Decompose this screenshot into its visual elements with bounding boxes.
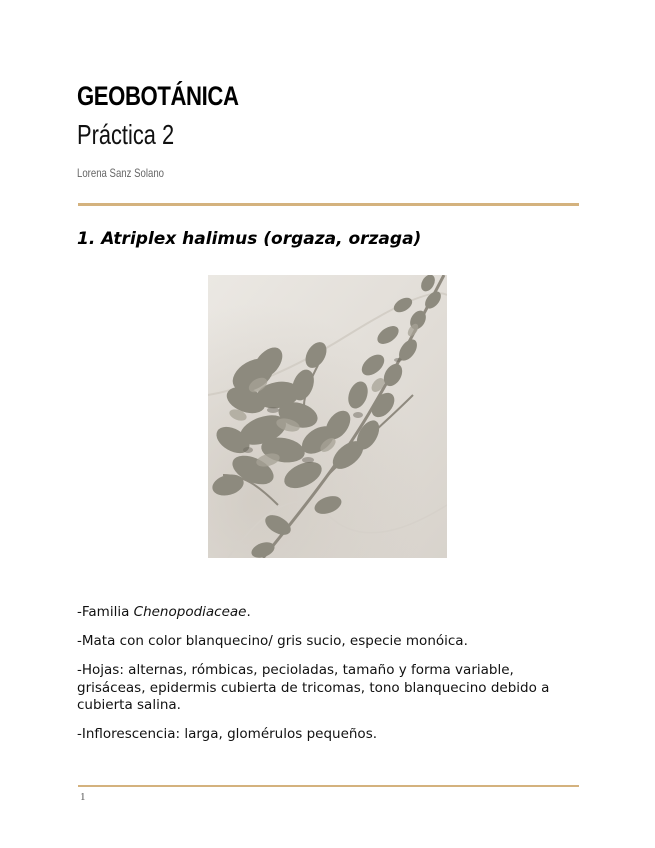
footer-divider — [78, 785, 579, 787]
specimen-photo — [208, 275, 447, 558]
family-prefix: -Familia — [77, 604, 134, 620]
inflorescence-paragraph: -Inflorescencia: larga, glomérulos pequeños. — [77, 726, 378, 742]
header-divider — [78, 203, 579, 206]
habit-paragraph: -Mata con color blanquecino/ gris sucio, especie monóica. — [77, 633, 468, 649]
family-suffix: . — [246, 604, 251, 620]
document-subtitle: Práctica 2 — [77, 119, 175, 150]
family-paragraph — [77, 604, 577, 622]
leaves-paragraph: -Hojas: alternas, rómbicas, pecioladas, tamaño y forma variable, grisáceas, epidermis cubierta de tricomas, tono blanquecino debido a cubierta salina. — [77, 662, 550, 713]
author-name: Lorena Sanz Solano — [77, 166, 164, 180]
page-number: 1 — [80, 791, 86, 803]
document-title: GEOBOTÁNICA — [77, 81, 239, 111]
family-name: Chenopodiaceae — [133, 604, 247, 620]
section-heading: 1. Atriplex halimus (orgaza, orzaga) — [77, 229, 422, 249]
